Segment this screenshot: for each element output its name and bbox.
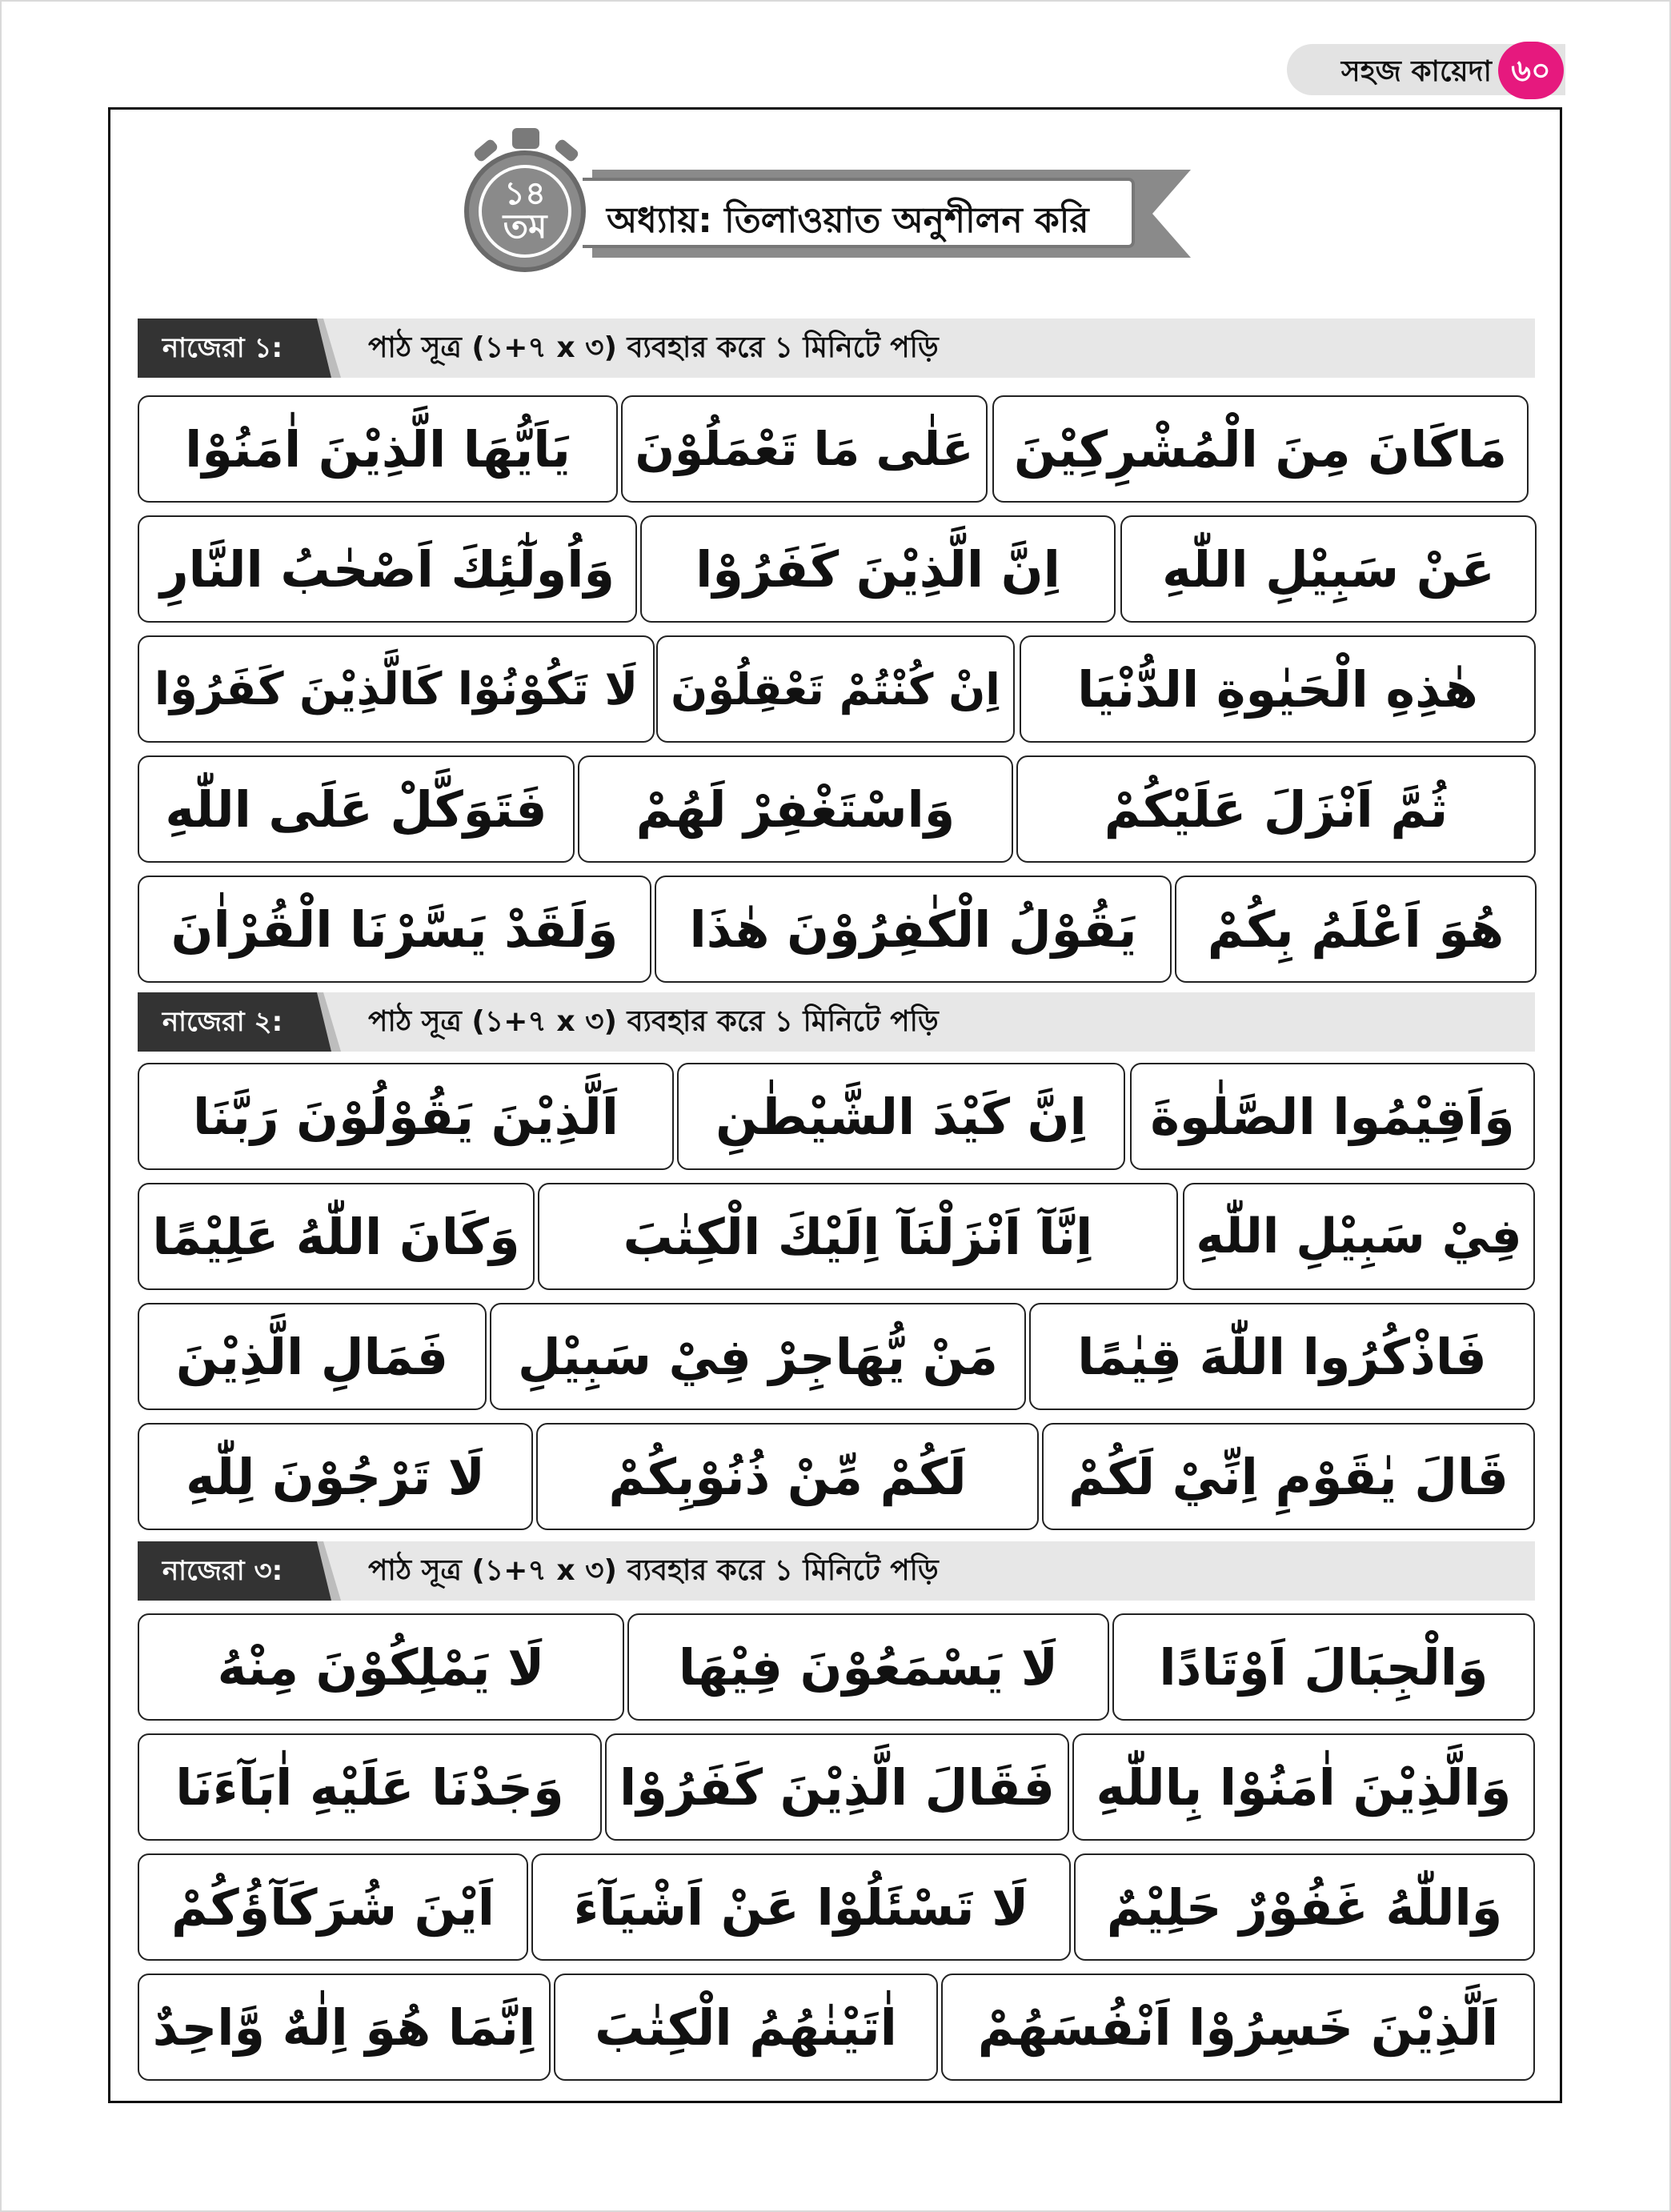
phrase-box [138,515,637,623]
arabic-phrase: وَاسْتَغْفِرْ لَهُمْ [635,779,956,839]
section-label: নাজেরা ২: [138,992,307,1052]
arabic-phrase: وَكَانَ اللّٰهُ عَلِيْمًا [152,1207,520,1266]
stopwatch-knob-icon [512,128,539,149]
arabic-phrase: لَا تَرْجُوْنَ لِلّٰهِ [186,1447,485,1506]
phrase-box [1020,635,1536,743]
section-instruction: পাঠ সূত্র (১+৭ x ৩) ব্যবহার করে ১ মিনিটে পড়ি [368,1554,939,1587]
arabic-phrase: عَلٰى مَا تَعْمَلُوْنَ [635,422,974,476]
phrase-box [531,1853,1071,1961]
phrase-box [138,1303,487,1410]
arabic-phrase: عَنْ سَبِيْلِ اللّٰهِ [1162,539,1495,599]
phrase-box [578,755,1013,863]
arabic-phrase: قَالَ يٰقَوْمِ اِنِّيْ لَكُمْ [1068,1447,1509,1506]
phrase-box [138,1183,535,1290]
phrase-box [627,1613,1109,1721]
arabic-phrase: لَا يَمْلِكُوْنَ مِنْهُ [217,1637,545,1697]
phrase-box [656,635,1015,743]
arabic-phrase: وَالَّذِيْنَ اٰمَنُوْا بِاللّٰهِ [1096,1757,1512,1817]
chapter-ordinal: তম [503,206,547,246]
section-tab-notch-icon [307,319,347,378]
arabic-phrase: اِنَّآ اَنْزَلْنَآ اِلَيْكَ الْكِتٰبَ [623,1207,1093,1266]
phrase-box [138,876,651,983]
arabic-phrase: يَاَيُّهَا الَّذِيْنَ اٰمَنُوْا [185,419,571,479]
page-number-badge: ৬০ [1498,42,1564,99]
arabic-phrase: اِنَّمَا هُوَ اِلٰهٌ وَّاحِدٌ [152,1998,536,2057]
arabic-phrase: اٰتَيْنٰهُمُ الْكِتٰبَ [595,1998,897,2057]
arabic-phrase: لَا تَكُوْنُوْا كَالَّذِيْنَ كَفَرُوْا [154,663,639,715]
arabic-phrase: اِنْ كُنْتُمْ تَعْقِلُوْنَ [671,663,1000,715]
phrase-box [138,1853,528,1961]
arabic-phrase: وَجَدْنَا عَلَيْهِ اٰبَآءَنَا [175,1757,564,1817]
arabic-phrase: وَالْجِبَالَ اَوْتَادًا [1159,1637,1489,1697]
section-instruction: পাঠ সূত্র (১+৭ x ৩) ব্যবহার করে ১ মিনিটে পড়ি [368,1005,939,1038]
phrase-box [490,1303,1026,1410]
phrase-box [941,1974,1535,2081]
phrase-box [138,1613,624,1721]
phrase-box [677,1063,1125,1170]
arabic-phrase: ثُمَّ اَنْزَلَ عَلَيْكُمْ [1104,779,1449,839]
phrase-box [138,1974,551,2081]
book-title: সহজ কায়েদা [1340,55,1492,88]
phrase-box [138,1063,674,1170]
chapter-number: ১৪ [504,175,546,212]
phrase-box [1130,1063,1535,1170]
phrase-box [138,755,575,863]
arabic-phrase: اَيْنَ شُرَكَآؤُكُمْ [171,1877,495,1937]
arabic-phrase: فَمَالِ الَّذِيْنَ [175,1327,449,1386]
phrase-box [1120,515,1537,623]
phrase-box [1042,1423,1535,1530]
phrase-box [605,1733,1069,1841]
phrase-box [138,635,655,743]
phrase-box [1112,1613,1535,1721]
arabic-phrase: اَلَّذِيْنَ خَسِرُوْا اَنْفُسَهُمْ [977,1998,1499,2057]
arabic-phrase: اِنَّ الَّذِيْنَ كَفَرُوْا [695,539,1060,599]
arabic-phrase: فَقَالَ الَّذِيْنَ كَفَرُوْا [619,1757,1055,1817]
arabic-phrase: فَتَوَكَّلْ عَلَى اللّٰهِ [165,779,547,839]
phrase-box [1074,1853,1535,1961]
phrase-box [1016,755,1536,863]
arabic-phrase: اَلَّذِيْنَ يَقُوْلُوْنَ رَبَّنَا [193,1087,619,1146]
phrase-box [655,876,1172,983]
arabic-phrase: لَا تَسْئَلُوْا عَنْ اَشْيَآءَ [573,1877,1029,1937]
phrase-box [1183,1183,1535,1290]
arabic-phrase: وَاَقِيْمُوا الصَّلٰوةَ [1150,1087,1515,1146]
phrase-box [536,1423,1039,1530]
phrase-box [538,1183,1178,1290]
arabic-phrase: لَكُمْ مِّنْ ذُنُوْبِكُمْ [608,1447,967,1506]
arabic-phrase: يَقُوْلُ الْكٰفِرُوْنَ هٰذَا [689,900,1137,959]
phrase-box [621,395,988,503]
arabic-phrase: فَاذْكُرُوا اللّٰهَ قِيٰمًا [1077,1327,1487,1386]
phrase-box [138,395,618,503]
arabic-phrase: هٰذِهِ الْحَيٰوةِ الدُّنْيَا [1077,659,1478,719]
phrase-box [1175,876,1537,983]
phrase-box [554,1974,938,2081]
arabic-phrase: مَاكَانَ مِنَ الْمُشْرِكِيْنَ [1013,419,1508,479]
chapter-title: অধ্যায়: তিলাওয়াত অনুশীলন করি [607,200,1089,241]
phrase-box [1072,1733,1535,1841]
arabic-phrase: مَنْ يُّهَاجِرْ فِيْ سَبِيْلِ [518,1327,998,1386]
phrase-box [640,515,1116,623]
phrase-box [138,1733,602,1841]
arabic-phrase: اِنَّ كَيْدَ الشَّيْطٰنِ [715,1087,1087,1146]
section-tab-notch-icon [307,992,347,1052]
phrase-box [1029,1303,1535,1410]
section-label: নাজেরা ৩: [138,1541,307,1601]
phrase-box [138,1423,533,1530]
section-instruction: পাঠ সূত্র (১+৭ x ৩) ব্যবহার করে ১ মিনিটে পড়ি [368,331,939,364]
phrase-box [992,395,1529,503]
arabic-phrase: هُوَ اَعْلَمُ بِكُمْ [1207,900,1505,959]
arabic-phrase: وَلَقَدْ يَسَّرْنَا الْقُرْاٰنَ [170,900,619,959]
arabic-phrase: فِيْ سَبِيْلِ اللّٰهِ [1196,1208,1522,1264]
arabic-phrase: لَا يَسْمَعُوْنَ فِيْهَا [678,1637,1059,1697]
section-tab-notch-icon [307,1541,347,1601]
arabic-phrase: وَاُولٰٓئِكَ اَصْحٰبُ النَّارِ [159,539,615,599]
arabic-phrase: وَاللّٰهُ غَفُوْرٌ حَلِيْمٌ [1106,1877,1503,1937]
section-label: নাজেরা ১: [138,319,307,378]
